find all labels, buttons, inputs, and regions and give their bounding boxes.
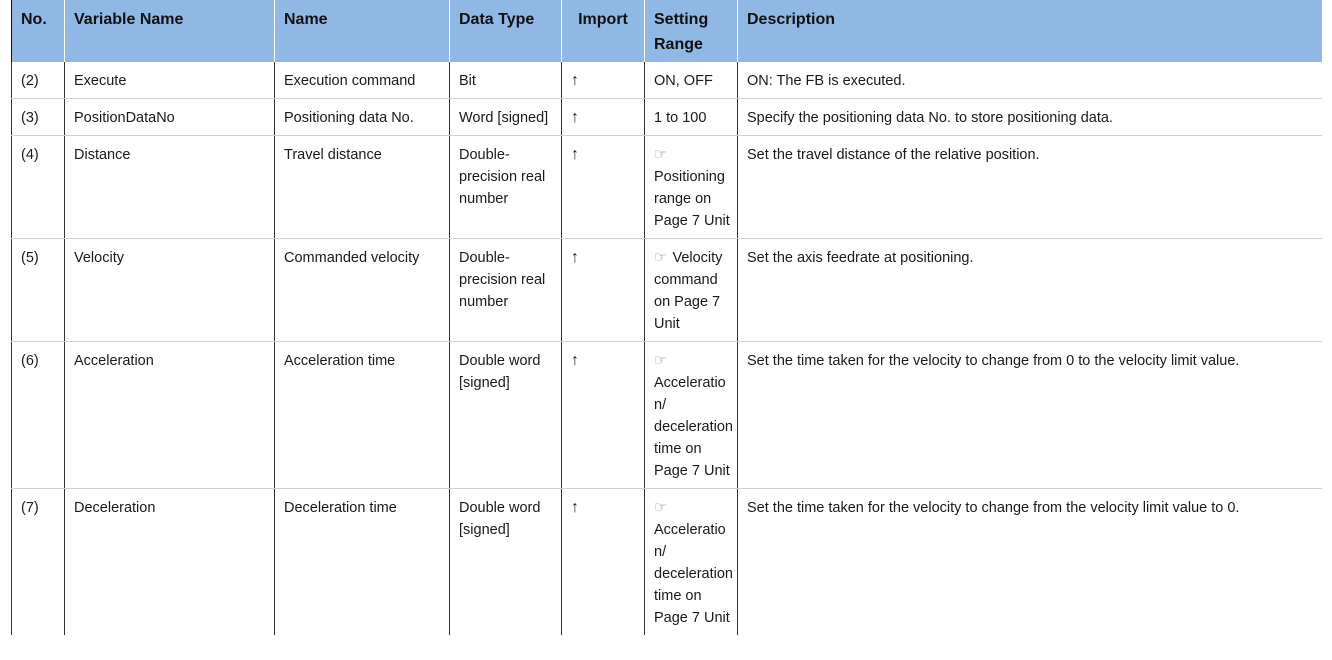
cell-no: (7)	[12, 489, 65, 636]
cell-no: (6)	[12, 342, 65, 489]
cell-data-type: Double-precision real number	[450, 136, 562, 239]
cell-name: Commanded velocity	[275, 239, 450, 342]
cell-variable-name: Distance	[65, 136, 275, 239]
setting-range-text: Acceleration/ deceleration time on Page 7 Unit	[654, 375, 733, 479]
setting-range-text: 1 to 100	[654, 110, 707, 126]
cell-no: (2)	[12, 62, 65, 99]
cell-variable-name: Execute	[65, 62, 275, 99]
cell-data-type: Bit	[450, 62, 562, 99]
reference-hand-icon: ☞	[654, 352, 668, 369]
cell-variable-name: Velocity	[65, 239, 275, 342]
cell-description: ON: The FB is executed.	[738, 62, 1322, 99]
reference-hand-icon: ☞	[654, 249, 668, 266]
cell-variable-name: PositionDataNo	[65, 99, 275, 136]
cell-import	[562, 136, 645, 239]
header-name: Name	[275, 0, 450, 62]
reference-hand-icon: ☞	[654, 499, 668, 516]
import-arrow-icon: ↑	[571, 352, 579, 369]
header-setting-range: Setting Range	[645, 0, 738, 62]
cell-setting-range	[645, 239, 738, 342]
cell-import	[562, 99, 645, 136]
setting-range-text: Velocity command on Page 7 Unit	[654, 250, 723, 332]
setting-range-text: Acceleration/ deceleration time on Page 7 Unit	[654, 522, 733, 626]
header-row	[12, 0, 1322, 62]
cell-variable-name: Acceleration	[65, 342, 275, 489]
cell-description: Set the axis feedrate at positioning.	[738, 239, 1322, 342]
import-arrow-icon: ↑	[571, 72, 579, 89]
import-arrow-icon: ↑	[571, 146, 579, 163]
header-data-type: Data Type	[450, 0, 562, 62]
cell-name: Acceleration time	[275, 342, 450, 489]
cell-description: Set the time taken for the velocity to change from the velocity limit value to 0.	[738, 489, 1322, 636]
header-description: Description	[738, 0, 1322, 62]
cell-name: Positioning data No.	[275, 99, 450, 136]
cell-variable-name: Deceleration	[65, 489, 275, 636]
cell-no: (3)	[12, 99, 65, 136]
cell-import	[562, 342, 645, 489]
table-header	[12, 0, 1322, 62]
header-variable-name: Variable Name	[65, 0, 275, 62]
import-arrow-icon: ↑	[571, 249, 579, 266]
table-row	[12, 99, 1322, 136]
cell-name: Execution command	[275, 62, 450, 99]
cell-import	[562, 62, 645, 99]
cell-description: Set the time taken for the velocity to change from 0 to the velocity limit value.	[738, 342, 1322, 489]
cell-setting-range	[645, 136, 738, 239]
table-row	[12, 489, 1322, 636]
cell-setting-range	[645, 99, 738, 136]
cell-data-type: Double word [signed]	[450, 489, 562, 636]
cell-description: Set the travel distance of the relative position.	[738, 136, 1322, 239]
cell-import	[562, 239, 645, 342]
cell-description: Specify the positioning data No. to store positioning data.	[738, 99, 1322, 136]
header-no: No.	[12, 0, 65, 62]
import-arrow-icon: ↑	[571, 499, 579, 516]
cell-name: Travel distance	[275, 136, 450, 239]
cell-data-type: Word [signed]	[450, 99, 562, 136]
setting-range-text: Positioning range on Page 7 Unit	[654, 169, 730, 229]
cell-setting-range	[645, 489, 738, 636]
table-body	[12, 62, 1322, 635]
table-row	[12, 239, 1322, 342]
header-import: Import	[562, 0, 645, 62]
variable-spec-table	[11, 0, 1322, 635]
cell-setting-range	[645, 342, 738, 489]
cell-no: (4)	[12, 136, 65, 239]
table-row	[12, 342, 1322, 489]
cell-no: (5)	[12, 239, 65, 342]
table-row	[12, 62, 1322, 99]
cell-data-type: Double word [signed]	[450, 342, 562, 489]
setting-range-text: ON, OFF	[654, 73, 713, 89]
cell-name: Deceleration time	[275, 489, 450, 636]
import-arrow-icon: ↑	[571, 109, 579, 126]
reference-hand-icon: ☞	[654, 146, 668, 163]
cell-setting-range	[645, 62, 738, 99]
table-row	[12, 136, 1322, 239]
cell-data-type: Double-precision real number	[450, 239, 562, 342]
cell-import	[562, 489, 645, 636]
